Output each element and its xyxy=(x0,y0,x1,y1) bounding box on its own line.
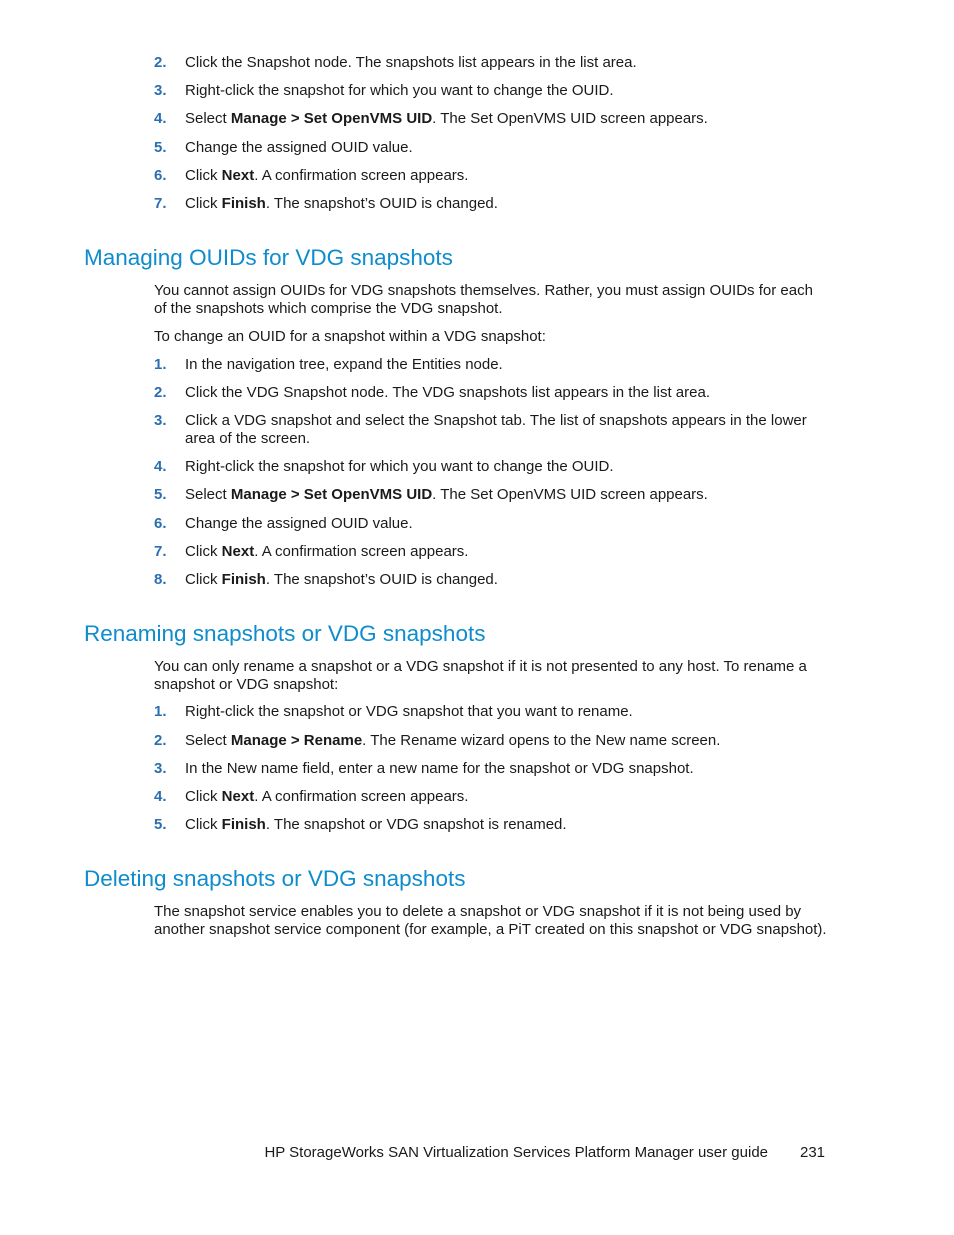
step-number: 1. xyxy=(154,703,167,720)
step-text-run: Click xyxy=(185,788,222,805)
step-number: 2. xyxy=(154,732,167,749)
step-text-run: . The Rename wizard opens to the New name screen. xyxy=(362,732,721,749)
step-number: 3. xyxy=(154,760,167,777)
step-text-run: Right-click the snapshot for which you want to change the OUID. xyxy=(185,458,614,475)
step-text xyxy=(185,167,825,185)
renaming-paragraph-1: You can only rename a snapshot or a VDG snapshot if it is not presented to any host. To rename a snapshot or VDG snapshot: xyxy=(154,658,807,693)
step-text xyxy=(185,356,825,374)
step-number: 4. xyxy=(154,458,167,475)
step-text xyxy=(185,384,825,402)
step-text-run: Select xyxy=(185,732,231,749)
menu-command: Next xyxy=(221,543,255,560)
step-text xyxy=(185,195,825,213)
step-number: 6. xyxy=(154,515,167,532)
step-number: 7. xyxy=(154,543,167,560)
step-text-run: Click the VDG Snapshot node. The VDG snapshots list appears in the list area. xyxy=(185,384,710,401)
step-text-run: . The Set OpenVMS UID screen appears. xyxy=(432,110,708,127)
step-text xyxy=(185,486,825,504)
page-number: 231 xyxy=(800,1144,826,1161)
step-text xyxy=(185,54,825,72)
step-text-run: . The Set OpenVMS UID screen appears. xyxy=(432,486,708,503)
step-number: 2. xyxy=(154,54,167,71)
step-number: 1. xyxy=(154,356,167,373)
step-text-run: Change the assigned OUID value. xyxy=(185,139,413,156)
step-text-run: . A confirmation screen appears. xyxy=(254,543,469,560)
step-text-run: Click xyxy=(185,167,222,184)
step-text xyxy=(185,515,825,533)
step-text-run: . The snapshot’s OUID is changed. xyxy=(265,195,498,212)
step-number: 5. xyxy=(154,139,167,156)
step-text xyxy=(185,412,825,448)
step-text-run: Select xyxy=(185,486,231,503)
step-text-run: Right-click the snapshot for which you want to change the OUID. xyxy=(185,82,614,99)
step-text xyxy=(185,760,825,778)
step-number: 5. xyxy=(154,816,167,833)
step-text-run: Click xyxy=(185,543,222,560)
managing-paragraph-2: To change an OUID for a snapshot within a VDG snapshot: xyxy=(154,328,546,345)
step-text xyxy=(185,788,825,806)
managing-paragraph-1: You cannot assign OUIDs for VDG snapshots themselves. Rather, you must assign OUIDs for each of the snapshots which comprise the VDG snapshot. xyxy=(154,282,813,317)
section-title-managing: Managing OUIDs for VDG snapshots xyxy=(84,245,453,270)
step-number: 4. xyxy=(154,110,167,127)
step-text xyxy=(185,703,825,721)
step-text-run: Select xyxy=(185,110,231,127)
step-number: 5. xyxy=(154,486,167,503)
section-title-renaming: Renaming snapshots or VDG snapshots xyxy=(84,621,486,646)
step-text xyxy=(185,732,825,750)
menu-command: Finish xyxy=(221,571,266,588)
menu-command: Manage > Set OpenVMS UID xyxy=(230,110,433,127)
step-text xyxy=(185,816,825,834)
step-number: 3. xyxy=(154,82,167,99)
menu-command: Manage > Rename xyxy=(230,732,363,749)
step-text-run: . A confirmation screen appears. xyxy=(254,788,469,805)
step-text-run: . The snapshot’s OUID is changed. xyxy=(265,571,498,588)
step-text xyxy=(185,458,825,476)
section-title-deleting: Deleting snapshots or VDG snapshots xyxy=(84,866,466,891)
step-text xyxy=(185,82,825,100)
step-text-run: Click xyxy=(185,195,222,212)
step-text-run: Click the Snapshot node. The snapshots list appears in the list area. xyxy=(185,54,637,71)
footer-guide-title: HP StorageWorks SAN Virtualization Services Platform Manager user guide xyxy=(264,1144,768,1161)
step-text-run: Change the assigned OUID value. xyxy=(185,515,413,532)
step-text xyxy=(185,110,825,128)
step-text-run: . The snapshot or VDG snapshot is renamed. xyxy=(265,816,567,833)
step-number: 3. xyxy=(154,412,167,429)
step-text-run: In the navigation tree, expand the Entities node. xyxy=(185,356,503,373)
step-text xyxy=(185,139,825,157)
step-text-run: Right-click the snapshot or VDG snapshot that you want to rename. xyxy=(185,703,633,720)
step-text-run: Click a VDG snapshot and select the Snapshot tab. The list of snapshots appears in the lower area of the screen. xyxy=(185,412,807,447)
deleting-paragraph-1: The snapshot service enables you to delete a snapshot or VDG snapshot if it is not being used by another snapshot service component (for example, a PiT created on this snapshot or VDG snapshot). xyxy=(154,903,827,938)
step-text xyxy=(185,571,825,589)
menu-command: Next xyxy=(221,167,255,184)
step-number: 2. xyxy=(154,384,167,401)
menu-command: Finish xyxy=(221,816,266,833)
menu-command: Manage > Set OpenVMS UID xyxy=(230,486,433,503)
step-text-run: Click xyxy=(185,816,222,833)
menu-command: Finish xyxy=(221,195,266,212)
step-text-run: . A confirmation screen appears. xyxy=(254,167,469,184)
step-number: 7. xyxy=(154,195,167,212)
menu-command: Next xyxy=(221,788,255,805)
step-number: 4. xyxy=(154,788,167,805)
step-text-run: In the New name field, enter a new name for the snapshot or VDG snapshot. xyxy=(185,760,694,777)
step-text xyxy=(185,543,825,561)
step-number: 6. xyxy=(154,167,167,184)
step-number: 8. xyxy=(154,571,167,588)
step-text-run: Click xyxy=(185,571,222,588)
